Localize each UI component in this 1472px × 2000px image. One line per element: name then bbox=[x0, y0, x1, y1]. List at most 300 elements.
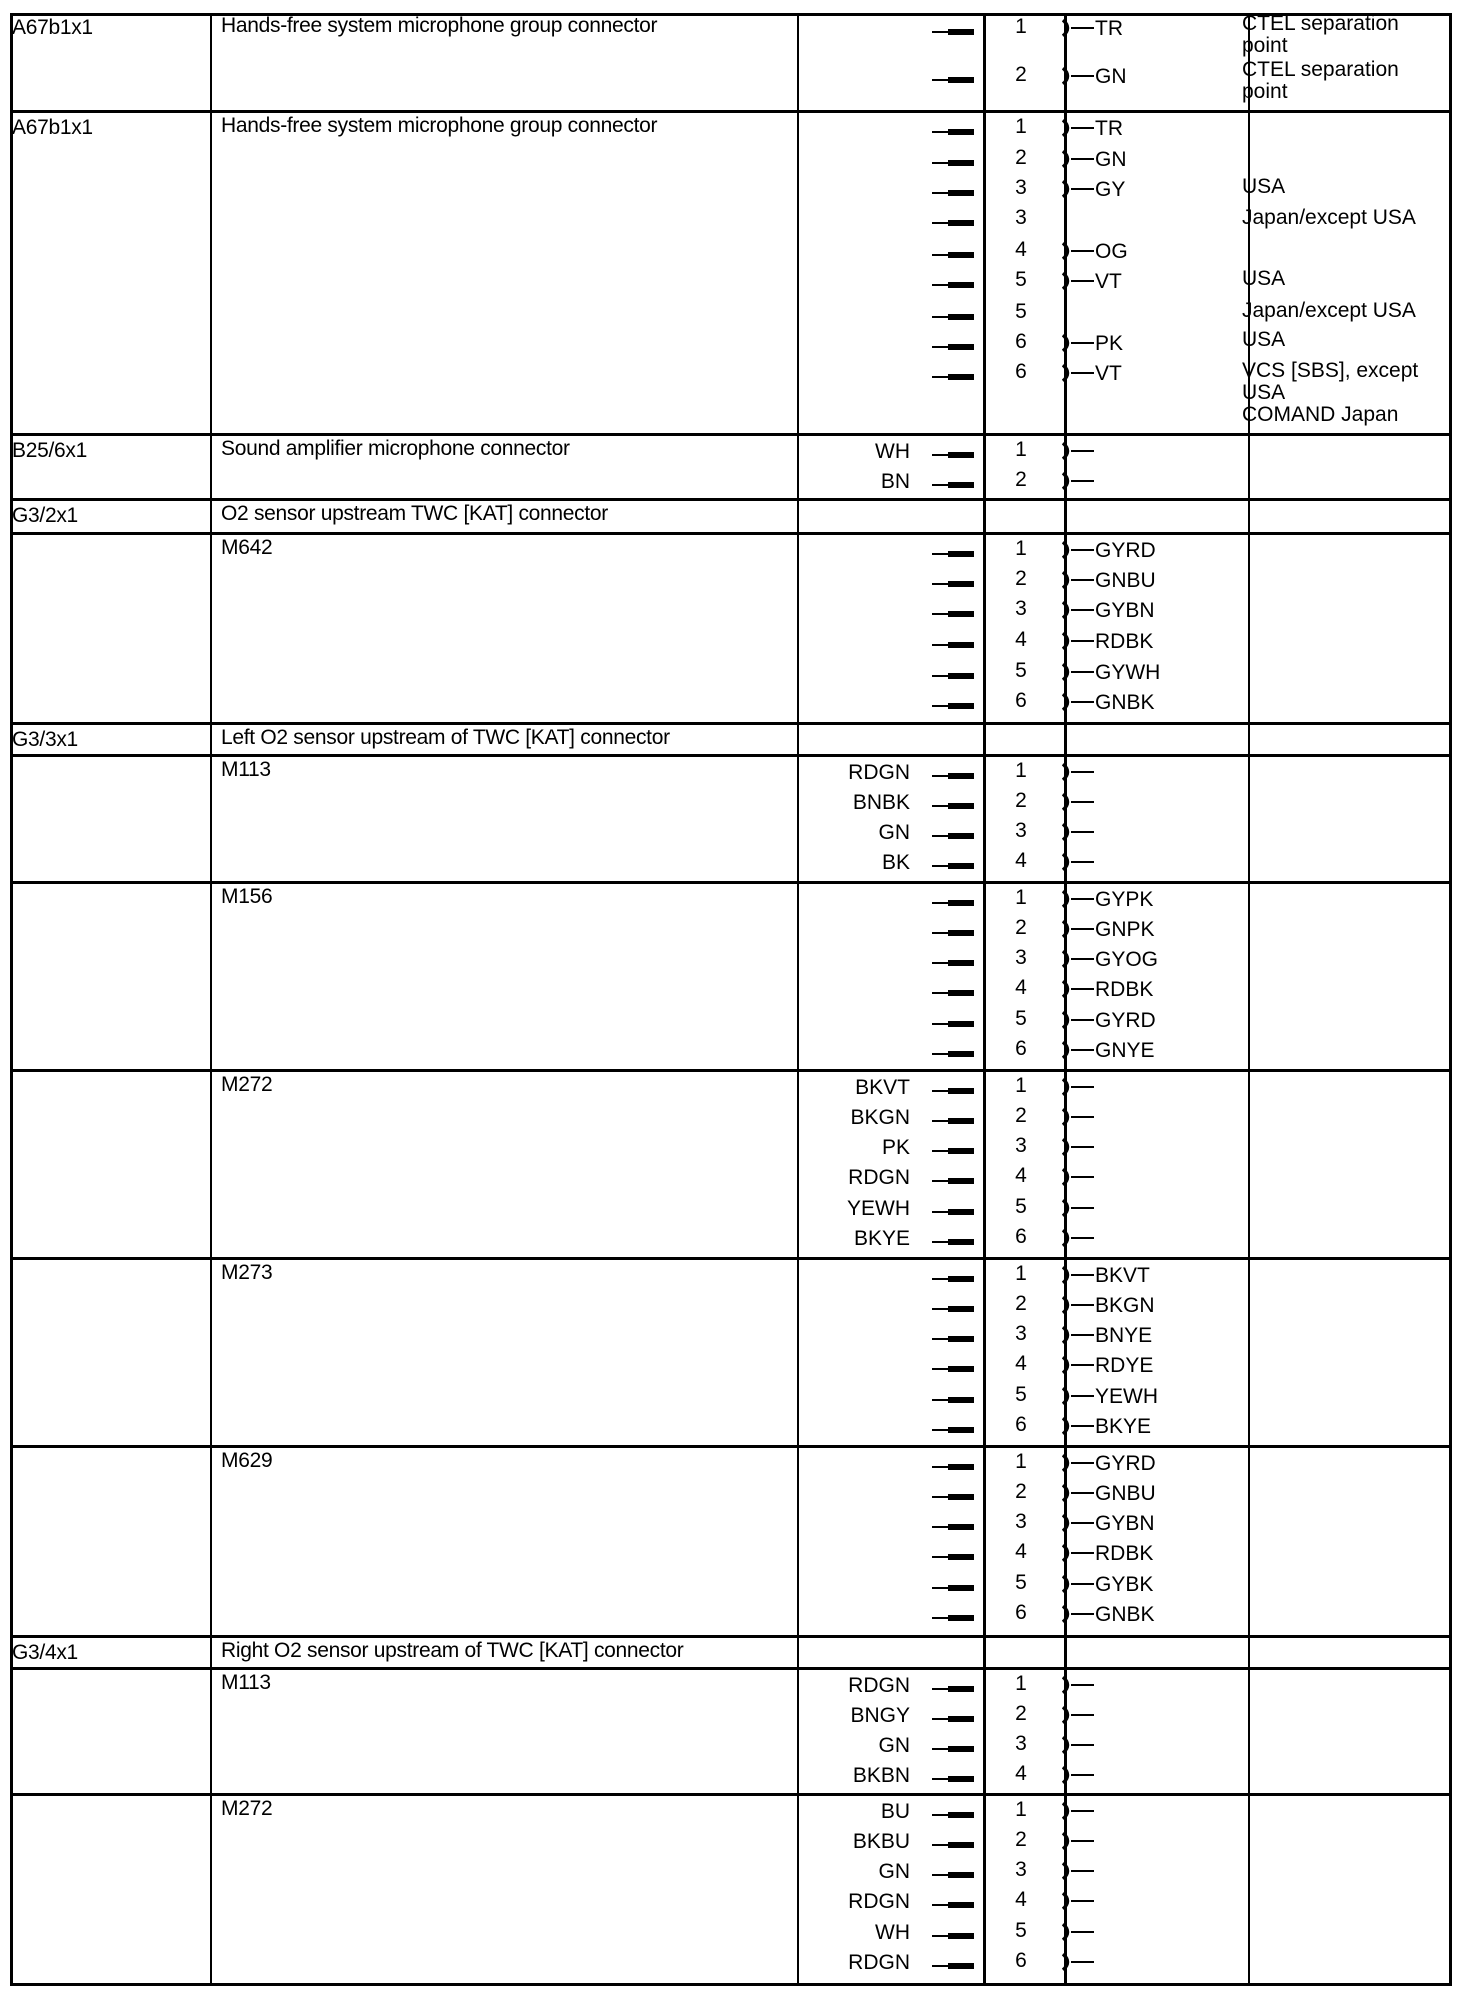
male-terminal-icon bbox=[932, 1869, 976, 1881]
wire-color-left: RDGN bbox=[848, 1890, 910, 1913]
wire-color-right: GNBK bbox=[1095, 691, 1155, 714]
pin-row bbox=[10, 468, 1452, 496]
connector-description: Sound amplifier microphone connector bbox=[221, 437, 570, 460]
pin-number: 3 bbox=[1015, 946, 1027, 969]
connector-ref: G3/4x1 bbox=[12, 1641, 78, 1664]
wire-color-right: GYBN bbox=[1095, 1512, 1155, 1535]
pin-row bbox=[10, 1450, 1452, 1478]
wire-color-right: GNYE bbox=[1095, 1039, 1155, 1062]
pin-number: 1 bbox=[1015, 886, 1027, 909]
wire-color-left: GN bbox=[878, 1860, 910, 1883]
connector-group bbox=[10, 1072, 1452, 1260]
pin-number: 1 bbox=[1015, 1262, 1027, 1285]
male-terminal-icon bbox=[932, 1612, 976, 1624]
wire-color-left: GN bbox=[878, 821, 910, 844]
pin-number: 3 bbox=[1015, 206, 1027, 229]
female-terminal-icon bbox=[1062, 792, 1112, 812]
wire-color-right: GYRD bbox=[1095, 539, 1156, 562]
female-terminal-icon bbox=[1062, 1167, 1112, 1187]
wire-color-left: BU bbox=[880, 1800, 910, 1823]
pin-number: 2 bbox=[1015, 146, 1027, 169]
male-terminal-icon bbox=[932, 639, 976, 651]
connector-group bbox=[10, 436, 1452, 501]
wire-color-left: BKVT bbox=[855, 1076, 910, 1099]
pin-row bbox=[10, 1828, 1452, 1856]
male-terminal-icon bbox=[932, 1960, 976, 1972]
male-terminal-icon bbox=[932, 860, 976, 872]
wire-color-right: RDBK bbox=[1095, 630, 1154, 653]
male-terminal-icon bbox=[932, 1333, 976, 1345]
pin-number: 5 bbox=[1015, 1383, 1027, 1406]
male-terminal-icon bbox=[932, 987, 976, 999]
pin-number: 1 bbox=[1015, 1798, 1027, 1821]
wire-color-left: RDGN bbox=[848, 1166, 910, 1189]
pin-row bbox=[10, 819, 1452, 847]
column-divider bbox=[983, 1638, 986, 1667]
pin-number: 4 bbox=[1015, 1762, 1027, 1785]
connector-group bbox=[10, 1260, 1452, 1448]
male-terminal-icon bbox=[932, 1491, 976, 1503]
pin-row bbox=[10, 1601, 1452, 1629]
pin-number: 2 bbox=[1015, 1292, 1027, 1315]
male-terminal-icon bbox=[932, 1521, 976, 1533]
pin-row bbox=[10, 916, 1452, 944]
pin-number: 4 bbox=[1015, 238, 1027, 261]
male-terminal-icon bbox=[932, 957, 976, 969]
pin-number: 3 bbox=[1015, 597, 1027, 620]
wire-color-right: TR bbox=[1095, 117, 1123, 140]
wire-color-right: GNBU bbox=[1095, 569, 1156, 592]
pin-number: 1 bbox=[1015, 1074, 1027, 1097]
female-terminal-icon bbox=[1062, 1922, 1112, 1942]
female-terminal-icon bbox=[1062, 1735, 1112, 1755]
pin-number: 6 bbox=[1015, 360, 1027, 383]
wire-color-left: RDGN bbox=[848, 761, 910, 784]
column-divider bbox=[797, 1638, 799, 1667]
female-terminal-icon bbox=[1062, 1705, 1112, 1725]
pin-number: 6 bbox=[1015, 689, 1027, 712]
remark: USA bbox=[1242, 267, 1286, 290]
male-terminal-icon bbox=[932, 26, 976, 38]
pin-row bbox=[10, 1919, 1452, 1947]
wire-color-left: RDGN bbox=[848, 1951, 910, 1974]
connector-group bbox=[10, 535, 1452, 725]
pin-number: 3 bbox=[1015, 1134, 1027, 1157]
male-terminal-icon bbox=[932, 74, 976, 86]
male-terminal-icon bbox=[932, 1085, 976, 1097]
connector-group bbox=[10, 501, 1452, 535]
wire-color-left: GN bbox=[878, 1734, 910, 1757]
connector-group bbox=[10, 757, 1452, 884]
pin-row bbox=[10, 206, 1452, 234]
column-divider bbox=[1248, 725, 1250, 754]
wire-color-left: BKGN bbox=[850, 1106, 910, 1129]
pin-number: 4 bbox=[1015, 1888, 1027, 1911]
connector-description: Left O2 sensor upstream of TWC [KAT] connector bbox=[221, 726, 670, 749]
pin-row bbox=[10, 1949, 1452, 1977]
pin-row bbox=[10, 1762, 1452, 1790]
pin-row bbox=[10, 1134, 1452, 1162]
male-terminal-icon bbox=[932, 1236, 976, 1248]
pin-row bbox=[10, 1540, 1452, 1568]
connector-group bbox=[10, 884, 1452, 1072]
male-terminal-icon bbox=[932, 249, 976, 261]
pin-row bbox=[10, 886, 1452, 914]
pin-number: 2 bbox=[1015, 1480, 1027, 1503]
connector-group bbox=[10, 1638, 1452, 1670]
pin-row bbox=[10, 1858, 1452, 1886]
pin-number: 4 bbox=[1015, 976, 1027, 999]
column-divider bbox=[983, 725, 986, 754]
pin-number: 1 bbox=[1015, 115, 1027, 138]
connector-description: Hands-free system microphone group connector bbox=[221, 14, 658, 37]
female-terminal-icon bbox=[1062, 852, 1112, 872]
pin-row bbox=[10, 1164, 1452, 1192]
pin-number: 4 bbox=[1015, 849, 1027, 872]
male-terminal-icon bbox=[932, 1018, 976, 1030]
connector-ref: G3/2x1 bbox=[12, 504, 78, 527]
male-terminal-icon bbox=[932, 670, 976, 682]
female-terminal-icon bbox=[1062, 1107, 1112, 1127]
pin-row bbox=[10, 537, 1452, 565]
pin-row bbox=[10, 15, 1452, 43]
variant-code: M273 bbox=[221, 1261, 273, 1284]
pin-row bbox=[10, 1732, 1452, 1760]
pin-row bbox=[10, 330, 1452, 358]
wire-color-right: GY bbox=[1095, 178, 1126, 201]
male-terminal-icon bbox=[932, 1048, 976, 1060]
wire-color-right: BKVT bbox=[1095, 1264, 1150, 1287]
male-terminal-icon bbox=[932, 1461, 976, 1473]
wire-color-left: WH bbox=[875, 1921, 910, 1944]
pin-number: 3 bbox=[1015, 176, 1027, 199]
column-divider bbox=[1248, 501, 1250, 532]
male-terminal-icon bbox=[932, 897, 976, 909]
wire-color-right: GYPK bbox=[1095, 888, 1154, 911]
pin-row bbox=[10, 1195, 1452, 1223]
wire-color-right: GNBK bbox=[1095, 1603, 1155, 1626]
pin-number: 2 bbox=[1015, 1828, 1027, 1851]
female-terminal-icon bbox=[1062, 1198, 1112, 1218]
pin-number: 5 bbox=[1015, 1007, 1027, 1030]
male-terminal-icon bbox=[932, 1424, 976, 1436]
pin-row bbox=[10, 1352, 1452, 1380]
wire-color-left: BK bbox=[881, 851, 910, 874]
pin-number: 6 bbox=[1015, 1225, 1027, 1248]
column-divider bbox=[1064, 1638, 1067, 1667]
pin-number: 2 bbox=[1015, 789, 1027, 812]
pin-number: 3 bbox=[1015, 819, 1027, 842]
wire-color-left: BNGY bbox=[850, 1704, 910, 1727]
pin-number: 4 bbox=[1015, 628, 1027, 651]
connector-description: Hands-free system microphone group connector bbox=[221, 114, 658, 137]
pin-number: 5 bbox=[1015, 268, 1027, 291]
pin-row bbox=[10, 1007, 1452, 1035]
wire-color-left: YEWH bbox=[847, 1197, 910, 1220]
male-terminal-icon bbox=[932, 341, 976, 353]
pin-number: 1 bbox=[1015, 438, 1027, 461]
male-terminal-icon bbox=[932, 548, 976, 560]
male-terminal-icon bbox=[932, 371, 976, 383]
pin-number: 2 bbox=[1015, 1702, 1027, 1725]
pin-row bbox=[10, 1262, 1452, 1290]
wire-color-left: BKBN bbox=[852, 1764, 910, 1787]
pin-number: 4 bbox=[1015, 1540, 1027, 1563]
male-terminal-icon bbox=[932, 1743, 976, 1755]
male-terminal-icon bbox=[932, 479, 976, 491]
wire-color-right: RDBK bbox=[1095, 978, 1154, 1001]
connector-group bbox=[10, 725, 1452, 757]
male-terminal-icon bbox=[932, 449, 976, 461]
pin-row bbox=[10, 1702, 1452, 1730]
female-terminal-icon bbox=[1062, 822, 1112, 842]
variant-code: M113 bbox=[221, 758, 271, 781]
wire-color-right: GYWH bbox=[1095, 661, 1161, 684]
male-terminal-icon bbox=[932, 1809, 976, 1821]
wire-color-right: GYBN bbox=[1095, 599, 1155, 622]
pin-row bbox=[10, 759, 1452, 787]
wire-color-right: GNBU bbox=[1095, 1482, 1156, 1505]
remark: USA bbox=[1242, 175, 1286, 198]
female-terminal-icon bbox=[1062, 1137, 1112, 1157]
pin-row bbox=[10, 1225, 1452, 1253]
wire-color-right: GN bbox=[1095, 65, 1127, 88]
connector-group bbox=[10, 1796, 1452, 1986]
pin-row bbox=[10, 1104, 1452, 1132]
connector-group bbox=[10, 1670, 1452, 1796]
male-terminal-icon bbox=[932, 1773, 976, 1785]
female-terminal-icon bbox=[1062, 441, 1112, 461]
pin-number: 3 bbox=[1015, 1322, 1027, 1345]
male-terminal-icon bbox=[932, 1145, 976, 1157]
pin-row bbox=[10, 438, 1452, 466]
pin-number: 2 bbox=[1015, 916, 1027, 939]
pin-number: 1 bbox=[1015, 15, 1027, 38]
wire-color-right: OG bbox=[1095, 240, 1128, 263]
variant-code: M272 bbox=[221, 1797, 273, 1820]
connector-group bbox=[10, 13, 1452, 113]
pin-row bbox=[10, 1074, 1452, 1102]
male-terminal-icon bbox=[932, 157, 976, 169]
pin-row bbox=[10, 238, 1452, 266]
female-terminal-icon bbox=[1062, 762, 1112, 782]
pin-number: 6 bbox=[1015, 1601, 1027, 1624]
pin-number: 6 bbox=[1015, 1949, 1027, 1972]
pin-number: 1 bbox=[1015, 759, 1027, 782]
connector-description: O2 sensor upstream TWC [KAT] connector bbox=[221, 502, 608, 525]
connector-ref: A67b1x1 bbox=[12, 116, 93, 139]
variant-code: M156 bbox=[221, 885, 273, 908]
pin-number: 5 bbox=[1015, 1195, 1027, 1218]
male-terminal-icon bbox=[932, 187, 976, 199]
connector-description: Right O2 sensor upstream of TWC [KAT] connector bbox=[221, 1639, 684, 1662]
pin-row bbox=[10, 1480, 1452, 1508]
connector-ref: A67b1x1 bbox=[12, 16, 93, 39]
pin-number: 6 bbox=[1015, 1413, 1027, 1436]
wire-color-left: RDGN bbox=[848, 1674, 910, 1697]
male-terminal-icon bbox=[932, 1551, 976, 1563]
variant-code: M629 bbox=[221, 1449, 273, 1472]
pin-number: 4 bbox=[1015, 1352, 1027, 1375]
column-divider bbox=[983, 501, 986, 532]
female-terminal-icon bbox=[1062, 1765, 1112, 1785]
wire-color-right: YEWH bbox=[1095, 1385, 1158, 1408]
male-terminal-icon bbox=[932, 1899, 976, 1911]
wire-color-right: VT bbox=[1095, 270, 1122, 293]
pin-row bbox=[10, 115, 1452, 143]
column-divider bbox=[210, 1638, 212, 1667]
pin-number: 1 bbox=[1015, 1450, 1027, 1473]
female-terminal-icon bbox=[1062, 1891, 1112, 1911]
pin-row bbox=[10, 300, 1452, 328]
wire-color-left: BN bbox=[880, 470, 910, 493]
male-terminal-icon bbox=[932, 1839, 976, 1851]
wire-color-left: WH bbox=[875, 440, 910, 463]
female-terminal-icon bbox=[1062, 1228, 1112, 1248]
male-terminal-icon bbox=[932, 770, 976, 782]
wire-color-right: GYOG bbox=[1095, 948, 1159, 971]
column-divider bbox=[797, 501, 799, 532]
pin-number: 5 bbox=[1015, 659, 1027, 682]
column-divider bbox=[210, 725, 212, 754]
pin-row bbox=[10, 176, 1452, 204]
wire-color-right: GYRD bbox=[1095, 1009, 1156, 1032]
male-terminal-icon bbox=[932, 1115, 976, 1127]
male-terminal-icon bbox=[932, 1363, 976, 1375]
pin-row bbox=[10, 268, 1452, 296]
pin-number: 5 bbox=[1015, 300, 1027, 323]
wire-color-right: VT bbox=[1095, 362, 1122, 385]
male-terminal-icon bbox=[932, 1175, 976, 1187]
male-terminal-icon bbox=[932, 608, 976, 620]
pin-number: 6 bbox=[1015, 1037, 1027, 1060]
pin-row bbox=[10, 360, 1452, 388]
pin-row bbox=[10, 1292, 1452, 1320]
female-terminal-icon bbox=[1062, 1831, 1112, 1851]
wire-color-left: BKBU bbox=[852, 1830, 910, 1853]
male-terminal-icon bbox=[932, 1713, 976, 1725]
pin-row bbox=[10, 146, 1452, 174]
pin-number: 6 bbox=[1015, 330, 1027, 353]
pin-row bbox=[10, 628, 1452, 656]
female-terminal-icon bbox=[1062, 1952, 1112, 1972]
wire-color-right: RDBK bbox=[1095, 1542, 1154, 1565]
male-terminal-icon bbox=[932, 217, 976, 229]
remark: Japan/except USA bbox=[1242, 206, 1416, 229]
male-terminal-icon bbox=[932, 311, 976, 323]
connector-group bbox=[10, 113, 1452, 436]
wire-color-right: GNPK bbox=[1095, 918, 1155, 941]
connector-pinout-table bbox=[10, 13, 1452, 1996]
male-terminal-icon bbox=[932, 800, 976, 812]
pin-row bbox=[10, 659, 1452, 687]
male-terminal-icon bbox=[932, 1683, 976, 1695]
male-terminal-icon bbox=[932, 927, 976, 939]
male-terminal-icon bbox=[932, 126, 976, 138]
wire-color-right: GYBK bbox=[1095, 1573, 1154, 1596]
wire-color-left: BNBK bbox=[852, 791, 910, 814]
male-terminal-icon bbox=[932, 279, 976, 291]
male-terminal-icon bbox=[932, 1303, 976, 1315]
connector-group bbox=[10, 1448, 1452, 1638]
wire-color-right: GN bbox=[1095, 148, 1127, 171]
pin-row bbox=[10, 1798, 1452, 1826]
pin-number: 5 bbox=[1015, 1571, 1027, 1594]
wire-color-right: BKGN bbox=[1095, 1294, 1155, 1317]
pin-row bbox=[10, 789, 1452, 817]
wire-color-left: BKYE bbox=[853, 1227, 910, 1250]
pin-number: 4 bbox=[1015, 1164, 1027, 1187]
pin-row bbox=[10, 1322, 1452, 1350]
female-terminal-icon bbox=[1062, 1675, 1112, 1695]
wire-color-right: GYRD bbox=[1095, 1452, 1156, 1475]
pin-row bbox=[10, 689, 1452, 717]
male-terminal-icon bbox=[932, 1273, 976, 1285]
wire-color-right: RDYE bbox=[1095, 1354, 1154, 1377]
remark: CTEL separation point bbox=[1242, 58, 1399, 103]
variant-code: M113 bbox=[221, 1671, 271, 1694]
male-terminal-icon bbox=[932, 1394, 976, 1406]
pin-number: 3 bbox=[1015, 1510, 1027, 1533]
pin-number: 2 bbox=[1015, 567, 1027, 590]
pin-number: 3 bbox=[1015, 1732, 1027, 1755]
column-divider bbox=[1064, 501, 1067, 532]
connector-ref: B25/6x1 bbox=[12, 439, 87, 462]
pin-row bbox=[10, 597, 1452, 625]
female-terminal-icon bbox=[1062, 471, 1112, 491]
variant-code: M272 bbox=[221, 1073, 273, 1096]
pin-number: 5 bbox=[1015, 1919, 1027, 1942]
remark: Japan/except USA bbox=[1242, 299, 1416, 322]
column-divider bbox=[210, 501, 212, 532]
wire-color-left: PK bbox=[881, 1136, 910, 1159]
male-terminal-icon bbox=[932, 700, 976, 712]
column-divider bbox=[1248, 1638, 1250, 1667]
wire-color-right: BNYE bbox=[1095, 1324, 1153, 1347]
variant-code: M642 bbox=[221, 536, 273, 559]
pin-row bbox=[10, 1037, 1452, 1065]
pin-row bbox=[10, 1571, 1452, 1599]
pin-row bbox=[10, 63, 1452, 91]
female-terminal-icon bbox=[1062, 1861, 1112, 1881]
pin-row bbox=[10, 567, 1452, 595]
pin-number: 2 bbox=[1015, 1104, 1027, 1127]
male-terminal-icon bbox=[932, 1930, 976, 1942]
remark: VCS [SBS], except USA COMAND Japan bbox=[1242, 359, 1419, 426]
remark: USA bbox=[1242, 328, 1286, 351]
pin-number: 2 bbox=[1015, 63, 1027, 86]
male-terminal-icon bbox=[932, 830, 976, 842]
connector-ref: G3/3x1 bbox=[12, 728, 78, 751]
column-divider bbox=[797, 725, 799, 754]
pin-row bbox=[10, 1672, 1452, 1700]
male-terminal-icon bbox=[932, 1206, 976, 1218]
wire-color-right: BKYE bbox=[1095, 1415, 1152, 1438]
pin-number: 3 bbox=[1015, 1858, 1027, 1881]
female-terminal-icon bbox=[1062, 1077, 1112, 1097]
male-terminal-icon bbox=[932, 578, 976, 590]
column-divider bbox=[1064, 725, 1067, 754]
pin-row bbox=[10, 976, 1452, 1004]
pin-row bbox=[10, 1413, 1452, 1441]
wire-color-right: PK bbox=[1095, 332, 1124, 355]
pin-row bbox=[10, 1510, 1452, 1538]
male-terminal-icon bbox=[932, 1582, 976, 1594]
remark: CTEL separation point bbox=[1242, 12, 1399, 57]
female-terminal-icon bbox=[1062, 1801, 1112, 1821]
pin-row bbox=[10, 849, 1452, 877]
pin-row bbox=[10, 946, 1452, 974]
